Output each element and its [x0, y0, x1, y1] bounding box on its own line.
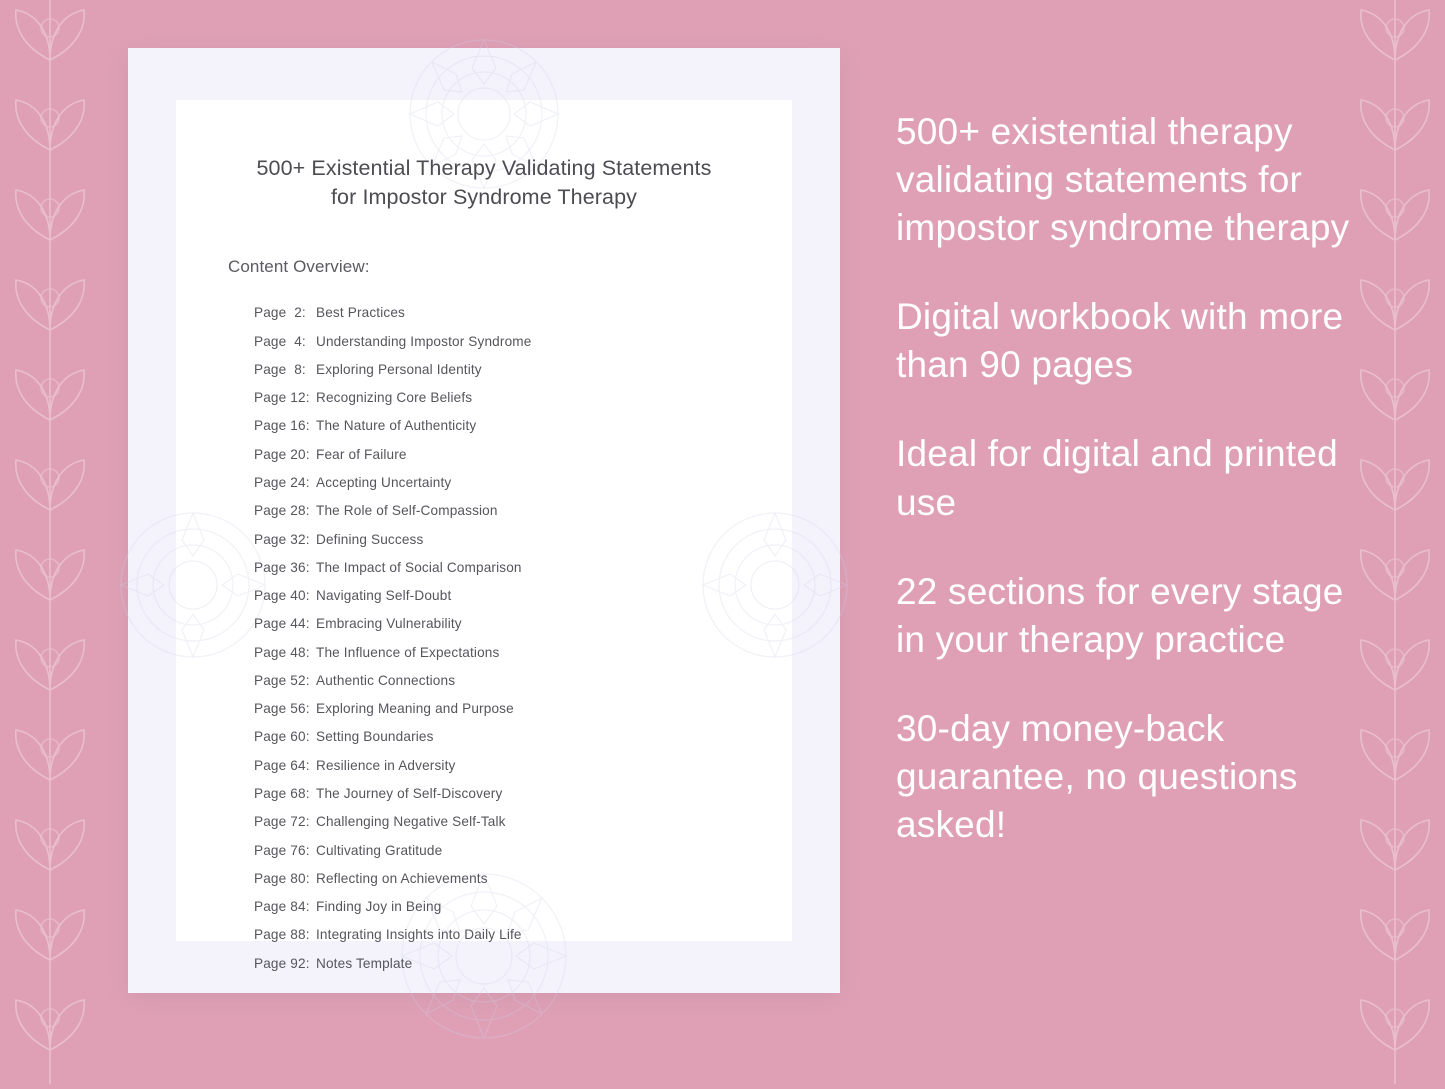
toc-row [254, 836, 740, 864]
toc-page-number: Page 28: [254, 503, 310, 519]
toc-page-number: Page 92: [254, 955, 310, 971]
toc-section-title: The Journey of Self-Discovery [316, 786, 503, 802]
toc-page-number: Page 40: [254, 588, 310, 604]
toc-section-title: Challenging Negative Self-Talk [316, 814, 506, 830]
toc-page-number: Page 80: [254, 870, 310, 886]
toc-section-title: Understanding Impostor Syndrome [316, 333, 532, 349]
toc-section-title: The Impact of Social Comparison [316, 559, 522, 575]
toc-page-number: Page 20: [254, 446, 310, 462]
toc-row [254, 525, 740, 553]
toc-section-title: Defining Success [316, 531, 424, 547]
toc-section-title: Setting Boundaries [316, 729, 434, 745]
document-preview[interactable] [128, 48, 840, 993]
toc-row [254, 469, 740, 497]
content-overview-label: Content Overview: [228, 256, 370, 276]
toc-section-title: Exploring Meaning and Purpose [316, 701, 514, 717]
toc-section-title: Fear of Failure [316, 446, 407, 462]
toc-section-title: Embracing Vulnerability [316, 616, 462, 632]
toc-row [254, 808, 740, 836]
promo-column [896, 108, 1366, 849]
toc-row [254, 610, 740, 638]
document-page [176, 100, 792, 971]
toc-page-number: Page 56: [254, 701, 310, 717]
toc-row [254, 355, 740, 383]
promo-line: 30-day money-back guarantee, no questions asked! [896, 707, 1298, 846]
toc-section-title: Recognizing Core Beliefs [316, 390, 473, 406]
toc-row [254, 327, 740, 355]
toc-section-title: Integrating Insights into Daily Life [316, 927, 522, 943]
toc-row [254, 667, 740, 695]
toc-row [254, 497, 740, 525]
toc-page-number: Page 72: [254, 814, 310, 830]
toc-page-number: Page 2: [254, 305, 306, 321]
toc-row [254, 440, 740, 468]
toc-row [254, 299, 740, 327]
toc-page-number: Page 16: [254, 418, 310, 434]
toc-section-title: Best Practices [316, 305, 405, 321]
toc-row [254, 893, 740, 921]
toc-page-number: Page 8: [254, 361, 306, 377]
toc-row [254, 865, 740, 893]
promo-line: 22 sections for every stage in your therapy practice [896, 570, 1344, 660]
promo-line: 500+ existential therapy validating statements for impostor syndrome therapy [896, 111, 1350, 249]
toc-row [254, 723, 740, 751]
toc-row [254, 412, 740, 440]
toc-page-number: Page 44: [254, 616, 310, 632]
toc-page-number: Page 48: [254, 644, 310, 660]
toc-page-number: Page 24: [254, 474, 310, 490]
toc-section-title: Finding Joy in Being [316, 899, 442, 915]
table-of-contents [228, 299, 740, 978]
toc-page-number: Page 64: [254, 757, 310, 773]
toc-row [254, 949, 740, 977]
toc-page-number: Page 84: [254, 899, 310, 915]
toc-page-number: Page 60: [254, 729, 310, 745]
toc-section-title: Notes Template [316, 955, 413, 971]
toc-section-title: Navigating Self-Doubt [316, 588, 452, 604]
toc-section-title: Exploring Personal Identity [316, 361, 482, 377]
toc-row [254, 582, 740, 610]
toc-row [254, 780, 740, 808]
toc-section-title: Authentic Connections [316, 672, 456, 688]
toc-section-title: Resilience in Adversity [316, 757, 456, 773]
toc-page-number: Page 76: [254, 842, 310, 858]
toc-page-number: Page 52: [254, 672, 310, 688]
toc-row [254, 553, 740, 581]
toc-section-title: The Role of Self-Compassion [316, 503, 498, 519]
toc-row [254, 695, 740, 723]
page-title: 500+ Existential Therapy Validating Statements for Impostor Syndrome Therapy [256, 156, 712, 210]
toc-section-title: The Nature of Authenticity [316, 418, 477, 434]
toc-page-number: Page 12: [254, 390, 310, 406]
promo-line: Digital workbook with more than 90 pages [896, 296, 1344, 386]
toc-section-title: The Influence of Expectations [316, 644, 500, 660]
toc-section-title: Accepting Uncertainty [316, 474, 452, 490]
toc-page-number: Page 36: [254, 559, 310, 575]
toc-row [254, 384, 740, 412]
toc-row [254, 751, 740, 779]
toc-section-title: Reflecting on Achievements [316, 870, 488, 886]
toc-page-number: Page 32: [254, 531, 310, 547]
toc-page-number: Page 88: [254, 927, 310, 943]
floral-border-left-icon [0, 0, 100, 1084]
toc-page-number: Page 68: [254, 786, 310, 802]
toc-row [254, 921, 740, 949]
toc-section-title: Cultivating Gratitude [316, 842, 443, 858]
toc-row [254, 638, 740, 666]
toc-page-number: Page 4: [254, 333, 306, 349]
promo-line: Ideal for digital and printed use [896, 433, 1338, 523]
